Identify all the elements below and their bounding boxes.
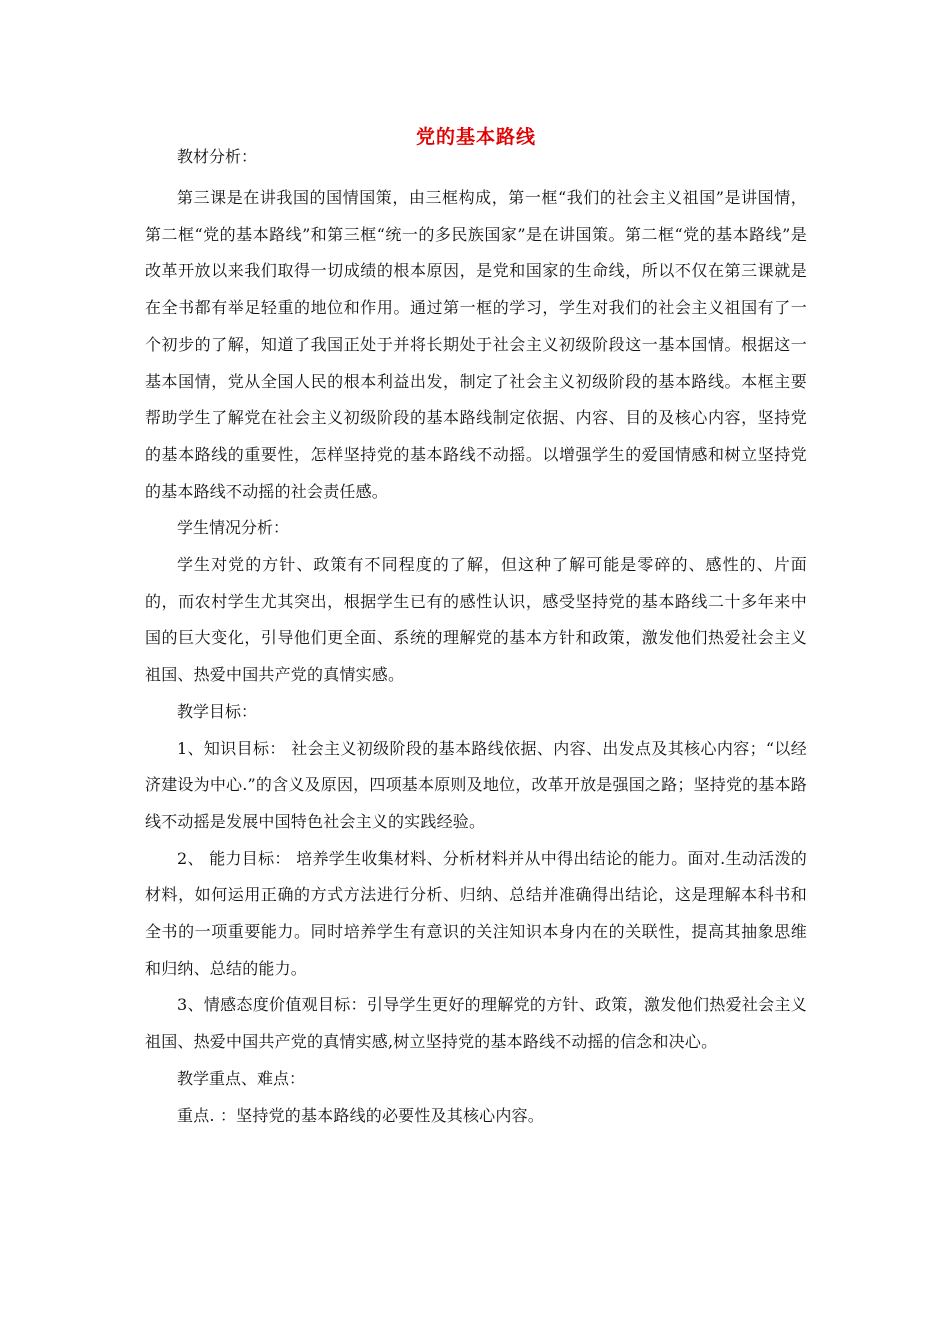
paragraph-ability-goal: 2、 能力目标： 培养学生收集材料、分析材料并从中得出结论的能力。面对.生动活泼的材料，如何运用正确的方式方法进行分析、归纳、总结并准确得出结论，这是理解本科书和全书的一项重要能力。同时培养学生有意识的关注知识本身内在的关联性，提高其抽象思维和归纳、总结的能力。 [145,848,807,978]
paragraph-emotion-goal: 3、情感态度价值观目标：引导学生更好的理解党的方针、政策，激发他们热爱社会主义祖国、热爱中国共产党的真情实感,树立坚持党的基本路线不动摇的信念和决心。 [145,995,807,1052]
document-page [145,122,807,1134]
section-heading-student-analysis: 学生情况分析： [177,518,290,538]
paragraph-student-analysis: 学生对党的方针、政策有不同程度的了解，但这种了解可能是零碎的、感性的、片面的，而农村学生尤其突出，根据学生已有的感性认识，感受坚持党的基本路线二十多年来中国的巨大变化，引导他们更全面、系统的理解党的基本方针和政策，激发他们热爱社会主义祖国、热爱中国共产党的真情实感。 [145,555,807,685]
paragraph-knowledge-goal: 1、知识目标： 社会主义初级阶段的基本路线依据、内容、出发点及其核心内容；“以经济建设为中心.”的含义及原因，四项基本原则及地位，改革开放是强国之路；坚持党的基本路线不动摇是发展中国特色社会主义的实践经验。 [145,738,807,831]
section-heading-key-points: 教学重点、难点： [177,1068,306,1088]
section-heading-teaching-goals: 教学目标： [177,701,258,721]
document-title: 党的基本路线 [415,126,536,148]
paragraph-textbook-analysis: 第三课是在讲我国的国情国策，由三框构成，第一框“我们的社会主义祖国”是讲国情，第二框“党的基本路线”和第三框“统一的多民族国家”是在讲国策。第二框“党的基本路线”是改革开放以来我们取得一切成绩的根本原因，是党和国家的生命线，所以不仅在第三课就是在全书都有举足轻重的地位和作用。通过第一框的学习，学生对我们的社会主义祖国有了一个初步的了解，知道了我国正处于并将长期处于社会主义初级阶段这一基本国情。根据这一基本国情，党从全国人民的根本利益出发，制定了社会主义初级阶段的基本路线。本框主要帮助学生了解党在社会主义初级阶段的基本路线制定依据、内容、目的及核心内容，坚持党的基本路线的重要性，怎样坚持党的基本路线不动摇。以增强学生的爱国情感和树立坚持党的基本路线不动摇的社会责任感。 [145,188,807,501]
section-heading-textbook-analysis: 教材分析： [177,147,258,166]
paragraph-key-point: 重点. ：坚持党的基本路线的必要性及其核心内容。 [177,1105,544,1125]
